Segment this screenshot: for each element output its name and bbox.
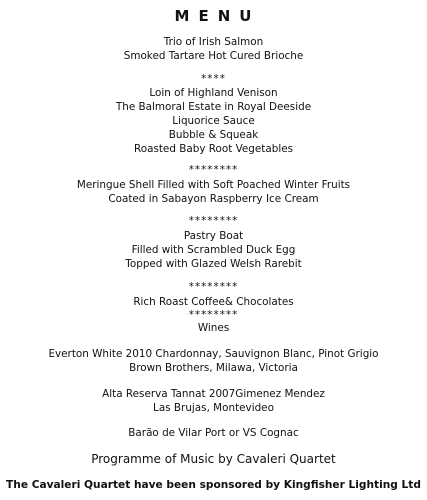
port-line: Barão de Vilar Port or VS Cognac bbox=[128, 427, 299, 439]
dessert-line-1: Meringue Shell Filled with Soft Poached Winter Fruits bbox=[76, 179, 351, 191]
starter-line-2: Smoked Tartare Hot Cured Brioche bbox=[123, 50, 304, 62]
wine-1-line-1: Everton White 2010 Chardonnay, Sauvignon Blanc, Pinot Grigio bbox=[48, 348, 379, 360]
main-course-line-4: Bubble & Squeak bbox=[168, 129, 259, 141]
wine-2-line-2: Las Brujas, Montevideo bbox=[153, 402, 274, 414]
menu-title: MENU bbox=[174, 7, 261, 25]
main-course-line-5: Roasted Baby Root Vegetables bbox=[133, 143, 294, 155]
main-course-line-2: The Balmoral Estate in Royal Deeside bbox=[115, 101, 312, 113]
separator-3: ******** bbox=[188, 215, 239, 227]
main-course-line-3: Liquorice Sauce bbox=[172, 115, 255, 127]
sponsor-line: The Cavaleri Quartet have been sponsored by Kingfisher Lighting Ltd bbox=[6, 479, 421, 491]
separator-2: ******** bbox=[188, 164, 239, 176]
programme-line: Programme of Music by Cavaleri Quartet bbox=[91, 452, 336, 466]
dessert-line-2: Coated in Sabayon Raspberry Ice Cream bbox=[108, 193, 319, 205]
savoury-line-2: Filled with Scrambled Duck Egg bbox=[131, 244, 296, 256]
coffee-line: Rich Roast Coffee& Chocolates bbox=[133, 296, 294, 308]
starter-line-1: Trio of Irish Salmon bbox=[163, 36, 264, 48]
wine-1-line-2: Brown Brothers, Milawa, Victoria bbox=[129, 362, 298, 374]
separator-5: ******** bbox=[188, 309, 239, 321]
savoury-line-1: Pastry Boat bbox=[183, 230, 244, 242]
separator-1: **** bbox=[201, 73, 226, 85]
main-course-line-1: Loin of Highland Venison bbox=[149, 87, 278, 99]
wines-heading: Wines bbox=[197, 322, 230, 334]
wine-2-line-1: Alta Reserva Tannat 2007Gimenez Mendez bbox=[102, 388, 325, 400]
separator-4: ******** bbox=[188, 281, 239, 293]
savoury-line-3: Topped with Glazed Welsh Rarebit bbox=[125, 258, 302, 270]
